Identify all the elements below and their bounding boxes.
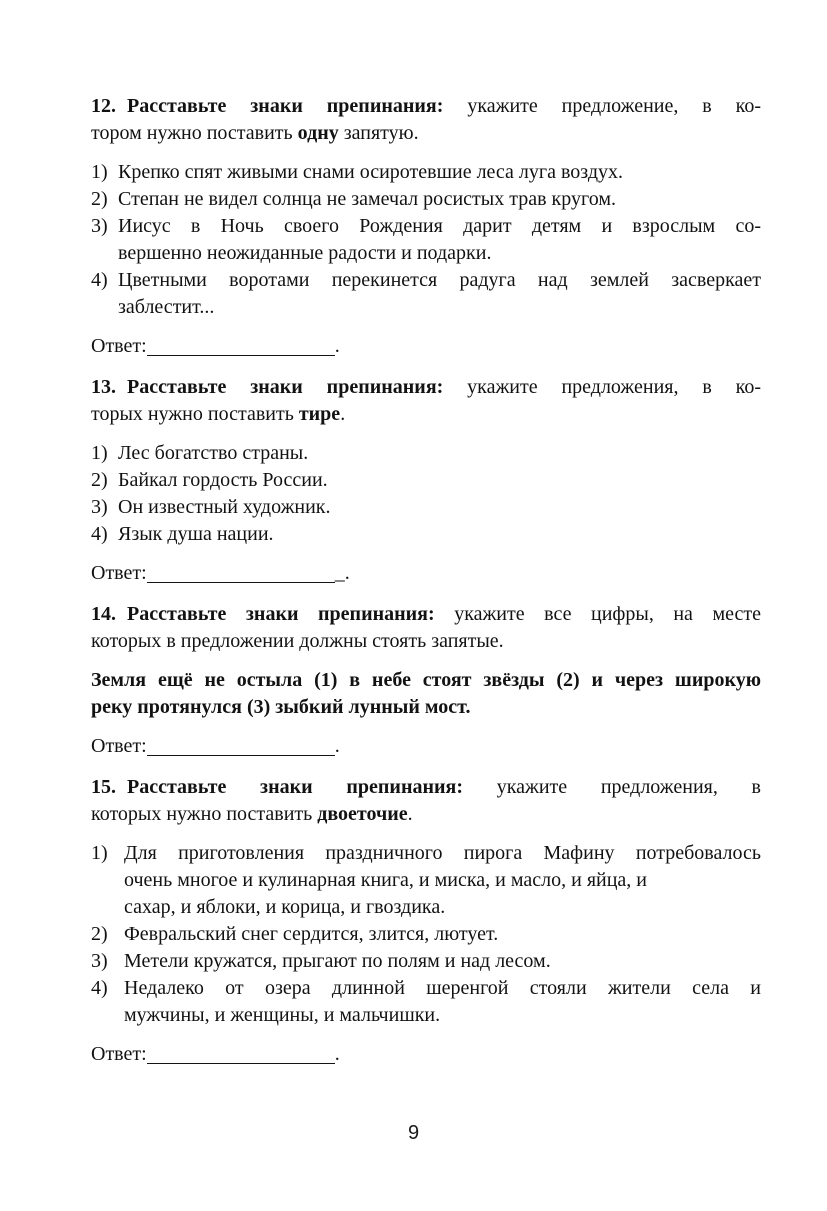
option-marker: 3) [91,215,108,237]
prompt-line [91,374,761,401]
answer-label: Ответ: [91,1043,147,1065]
option-marker: 4) [91,523,108,545]
option-marker: 3) [91,950,108,972]
option-2 [91,186,761,213]
option-text [124,948,761,975]
option-4 [91,975,761,1029]
text-segment: Февральский снег сердится, злится, лютует. [124,923,499,945]
option-marker: 1) [91,842,108,864]
prompt-line [91,93,761,120]
questions-area [91,93,761,1082]
question-q14 [91,601,761,760]
text-segment: укажите все цифры, на месте [434,603,761,625]
answer-suffix: . [334,335,340,357]
option-line [118,440,761,467]
option-2 [91,467,761,494]
text-segment: Иисус в Ночь своего Рождения дарит детям и взрослым со- [118,215,761,237]
question-prompt [91,374,761,428]
text-segment: Расставьте знаки препинания: [127,603,435,625]
option-line [118,213,761,240]
text-segment: запятую. [338,122,419,144]
option-2 [91,921,761,948]
option-line [124,894,761,921]
text-segment: Расставьте знаки препинания: [127,776,463,798]
option-marker: 2) [91,469,108,491]
option-text [118,467,761,494]
answer-suffix: _. [334,562,350,584]
option-line [118,294,761,321]
option-line [118,186,761,213]
text-segment: Расставьте знаки препинания: [127,376,444,398]
option-marker: 3) [91,496,108,518]
option-text [118,213,761,267]
text-segment: одну [297,122,339,144]
text-segment: двоеточие [317,803,408,825]
option-line [124,921,761,948]
option-3 [91,213,761,267]
question-prompt [91,774,761,828]
text-segment: . [407,803,413,825]
prompt-line [91,120,761,147]
question-q12 [91,93,761,360]
option-marker: 2) [91,923,108,945]
text-segment: Земля ещё не остыла (1) в небе стоят звёзды (2) и через широкую [91,669,761,691]
text-segment: реку протянулся (3) зыбкий лунный мост. [91,696,471,718]
text-segment: Крепко спят живыми снами осиротевшие леса луга воздух. [118,161,624,183]
option-line [118,521,761,548]
text-segment: торых нужно поставить [91,403,299,425]
text-segment: Недалеко от озера длинной шеренгой стояли жители села и [124,977,761,999]
option-line [118,494,761,521]
text-segment: сахар, и яблоки, и корица, и гвоздика. [124,896,446,918]
text-segment: . [340,403,346,425]
question-prompt [91,601,761,655]
page-number: 9 [407,1122,420,1144]
option-marker: 2) [91,188,108,210]
option-line [118,240,761,267]
text-segment: Степан не видел солнца не замечал росистых трав кругом. [118,188,616,210]
answer-blank [147,582,335,583]
option-4 [91,521,761,548]
question-q13 [91,374,761,587]
prompt-line [91,801,761,828]
text-segment: Язык душа нации. [118,523,274,545]
answer-suffix: . [334,735,340,757]
options-list [91,159,761,321]
option-1 [91,840,761,921]
task-sentence [91,667,761,721]
answer-blank [147,1063,335,1064]
question-number: 12. [91,95,116,117]
text-segment: мужчины, и женщины, и мальчишки. [124,1004,441,1026]
text-segment: укажите предложения, в ко- [443,376,761,398]
text-segment: очень многое и кулинарная книга, и миска, и масло, и яйца, и [124,869,648,891]
option-marker: 1) [91,442,108,464]
answer-line [91,333,761,360]
prompt-line [91,628,761,655]
question-number: 15. [91,776,116,798]
prompt-line [91,774,761,801]
text-segment: заблестит... [118,296,215,318]
question-prompt [91,93,761,147]
question-number: 13. [91,376,116,398]
text-segment: Цветными воротами перекинется радуга над землей засверкает [118,269,761,291]
answer-blank [147,355,335,356]
answer-line [91,1041,761,1068]
option-1 [91,440,761,467]
answer-label: Ответ: [91,335,147,357]
text-segment: Лес богатство страны. [118,442,309,464]
option-text [124,975,761,1029]
answer-blank [147,755,335,756]
option-line [124,867,761,894]
option-text [118,440,761,467]
text-segment: которых нужно поставить [91,803,318,825]
option-text [124,840,761,921]
page-footer [0,1120,827,1147]
text-segment: тире [298,403,341,425]
option-4 [91,267,761,321]
question-q15 [91,774,761,1068]
option-marker: 4) [91,977,108,999]
text-segment: Он известный художник. [118,496,331,518]
answer-label: Ответ: [91,562,147,584]
option-line [124,975,761,1002]
option-1 [91,159,761,186]
prompt-line [91,601,761,628]
answer-line [91,560,761,587]
option-marker: 1) [91,161,108,183]
option-line [124,840,761,867]
option-3 [91,948,761,975]
option-line [118,467,761,494]
text-segment: Для приготовления праздничного пирога Мафину потребовалось [124,842,761,864]
text-segment: вершенно неожиданные радости и подарки. [118,242,492,264]
option-line [118,159,761,186]
option-text [118,494,761,521]
text-segment: Расставьте знаки препинания: [127,95,444,117]
prompt-line [91,401,761,428]
text-segment: тором нужно поставить [91,122,298,144]
option-line [124,948,761,975]
option-marker: 4) [91,269,108,291]
text-segment: Байкал гордость России. [118,469,328,491]
option-line [124,1002,761,1029]
option-text [118,521,761,548]
statement-line [91,694,761,721]
option-3 [91,494,761,521]
answer-label: Ответ: [91,735,147,757]
text-segment: укажите предложения, в [463,776,761,798]
text-segment: укажите предложение, в ко- [443,95,761,117]
options-list [91,440,761,548]
option-text [118,186,761,213]
answer-suffix: . [334,1043,340,1065]
text-segment: Метели кружатся, прыгают по полям и над лесом. [124,950,551,972]
options-list [91,840,761,1029]
option-text [118,267,761,321]
option-line [118,267,761,294]
option-text [118,159,761,186]
option-text [124,921,761,948]
statement-line [91,667,761,694]
answer-line [91,733,761,760]
question-number: 14. [91,603,116,625]
text-segment: которых в предложении должны стоять запятые. [91,630,504,652]
